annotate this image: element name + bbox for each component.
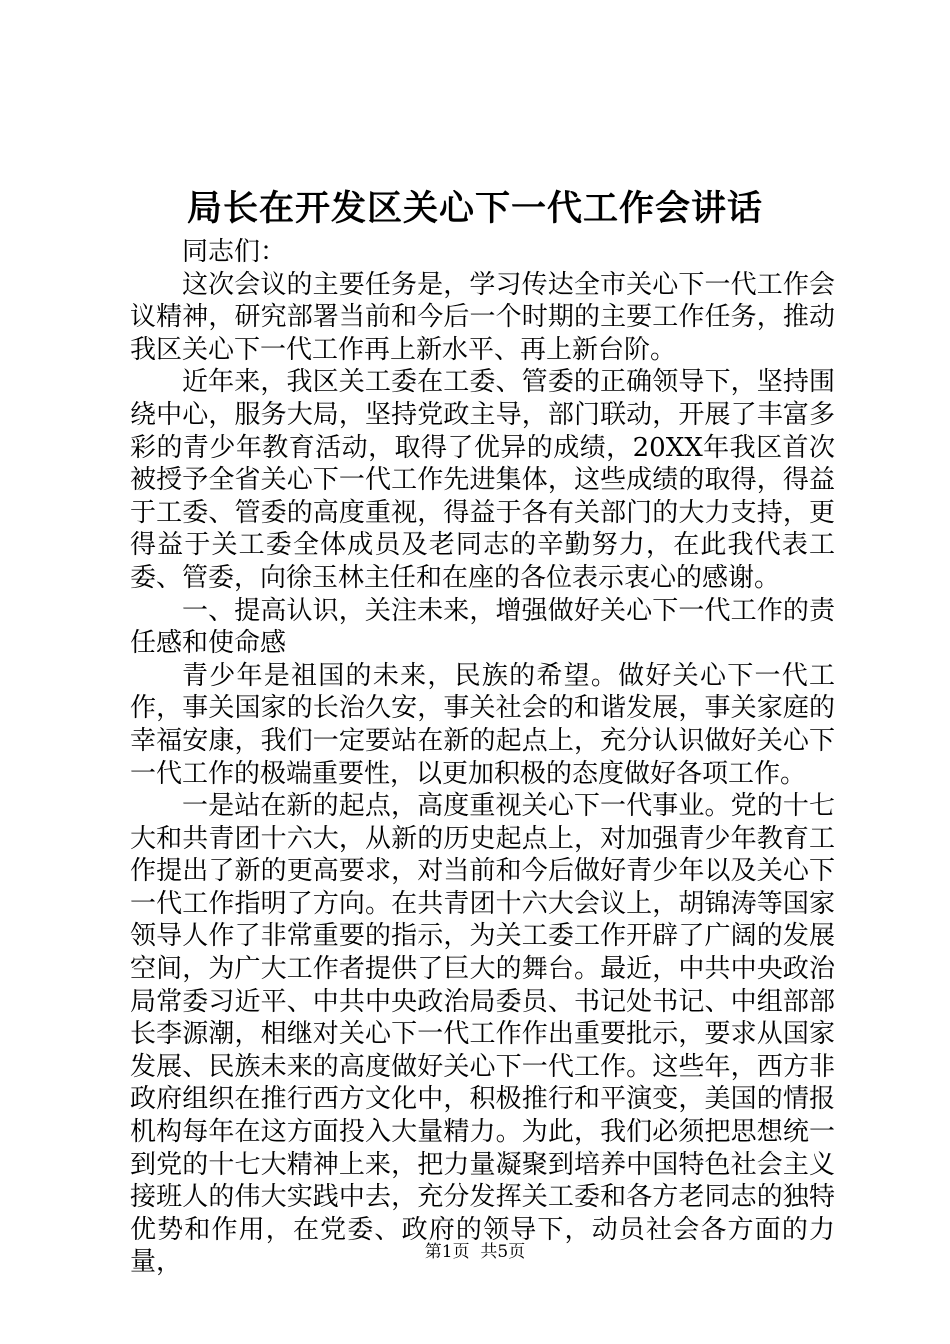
section-heading-one: 一、提高认识，关注未来，增强做好关心下一代工作的责任感和使命感 <box>130 595 835 659</box>
document-body <box>130 236 835 1279</box>
page-footer <box>0 1241 950 1263</box>
paragraph-meeting-tasks: 这次会议的主要任务是，学习传达全市关心下一代工作会议精神，研究部署当前和今后一个时期的主要工作任务，推动我区关心下一代工作再上新水平、再上新台阶。 <box>130 269 835 365</box>
document-title: 局长在开发区关心下一代工作会讲话 <box>186 188 763 229</box>
salutation: 同志们： <box>182 237 287 267</box>
page-number: 第1页 <box>424 1242 470 1262</box>
paragraph-new-starting-point: 一是站在新的起点，高度重视关心下一代事业。党的十七大和共青团十六大，从新的历史起点上，对加强青少年教育工作提出了新的更高要求，对当前和今后做好青少年以及关心下一代工作指明了方向。在共青团十六大会议上，胡锦涛等国家领导人作了非常重要的指示，为关工委工作开辟了广阔的发展空间，为广大工作者提供了巨大的舞台。最近，中共中央政治局常委习近平、中共中央政治局委员、书记处书记、中组部部长李源潮，相继对关心下一代工作作出重要批示，要求从国家发展、民族未来的高度做好关心下一代工作。这些年，西方非政府组织在推行西方文化中，积极推行和平演变，美国的情报机构每年在这方面投入大量精力。为此，我们必须把思想统一到党的十七大精神上来，把力量凝聚到培养中国特色社会主义接班人的伟大实践中去，充分发挥关工委和各方老同志的独特优势和作用，在党委、政府的领导下，动员社会各方面的力量， <box>130 791 835 1278</box>
paragraph-achievements: 近年来，我区关工委在工委、管委的正确领导下，坚持围绕中心，服务大局，坚持党政主导，部门联动，开展了丰富多彩的青少年教育活动，取得了优异的成绩，20XX年我区首次被授予全省关心下一代工作先进集体，这些成绩的取得，得益于工委、管委的高度重视，得益于各有关部门的大力支持，更得益于关工委全体成员及老同志的辛勤努力，在此我代表工委、管委，向徐玉林主任和在座的各位表示衷心的感谢。 <box>130 367 835 593</box>
paragraph-youth-future: 青少年是祖国的未来，民族的希望。做好关心下一代工作，事关国家的长治久安，事关社会的和谐发展，事关家庭的幸福安康，我们一定要站在新的起点上，充分认识做好关心下一代工作的极端重要性，以更加积极的态度做好各项工作。 <box>130 660 835 789</box>
page-total: 共5页 <box>480 1242 526 1262</box>
